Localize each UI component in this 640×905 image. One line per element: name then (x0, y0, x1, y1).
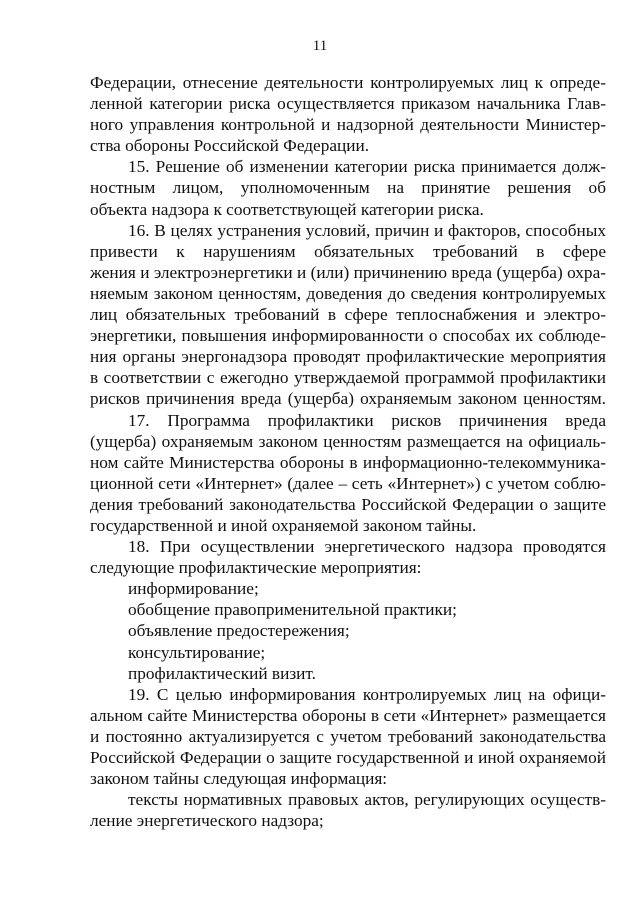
text-line: альном сайте Министерства обороны в сети «Интернет» размещается (90, 705, 606, 725)
text-line: государственной и иной охраняемой законом тайны. (90, 515, 477, 535)
text-line: привести к нарушениям обязательных требований в сфере (90, 241, 606, 261)
text-line: лиц обязательных требований в сфере теплоснабжения и электро- (90, 305, 606, 325)
text-line: ленной категории риска осуществляется приказом начальника Глав- (90, 94, 606, 114)
text-line: жения и электроэнергетики и (или) причинению вреда (ущерба) охра- (90, 262, 606, 282)
text-line: ства обороны Российской Федерации. (90, 136, 370, 156)
text-line: профилактический визит. (128, 663, 316, 683)
text-line: ление энергетического надзора; (90, 811, 324, 831)
text-line: обобщение правоприменительной практики; (128, 600, 457, 620)
text-line: законом тайны следующая информация: (90, 769, 388, 789)
text-line: следующие профилактические мероприятия: (90, 558, 422, 578)
text-line: ния органы энергонадзора проводят профилактические мероприятия (90, 347, 606, 367)
text-line: объявление предостережения; (128, 621, 350, 641)
text-line: рисков причинения вреда (ущерба) охраняемым законом ценностям. (90, 389, 606, 409)
text-line: энергетики, повышения информированности о способах их соблюде- (90, 326, 606, 346)
text-line: 15. Решение об изменении категории риска принимается долж- (128, 157, 606, 177)
text-line: и постоянно актуализируется с учетом требований законодательства (90, 726, 606, 746)
text-line: няемым законом ценностям, доведения до сведения контролируемых (90, 283, 606, 303)
text-line: информирование; (128, 579, 259, 599)
text-line: 17. Программа профилактики рисков причинения вреда (128, 410, 606, 430)
text-line: 16. В целях устранения условий, причин и факторов, способных (128, 220, 606, 240)
text-line: дения требований законодательства Российской Федерации о защите (90, 494, 606, 514)
text-line: 18. При осуществлении энергетического надзора проводятся (128, 537, 606, 557)
document-body (90, 72, 606, 831)
text-line: ном сайте Министерства обороны в информационно-телекоммуника- (90, 452, 606, 472)
text-line: в соответствии с ежегодно утверждаемой программой профилактики (90, 368, 606, 388)
page-number: 11 (312, 38, 328, 54)
text-line: 19. С целью информирования контролируемых лиц на офици- (128, 684, 606, 704)
text-line: тексты нормативных правовых актов, регулирующих осуществ- (128, 790, 606, 810)
text-line: объекта надзора к соответствующей категории риска. (90, 199, 484, 219)
text-line: Российской Федерации о защите государственной и иной охраняемой (90, 748, 606, 767)
text-line: ностным лицом, уполномоченным на принятие решения об (90, 178, 606, 198)
text-line: консультирование; (128, 642, 266, 662)
text-line: Федерации, отнесение деятельности контролируемых лиц к опреде- (90, 73, 606, 92)
text-line: (ущерба) охраняемым законом ценностям размещается на официаль- (90, 431, 606, 451)
text-line: ционной сети «Интернет» (далее – сеть «Интернет») с учетом соблю- (90, 473, 606, 493)
text-line: ного управления контрольной и надзорной деятельности Министер- (90, 115, 606, 135)
